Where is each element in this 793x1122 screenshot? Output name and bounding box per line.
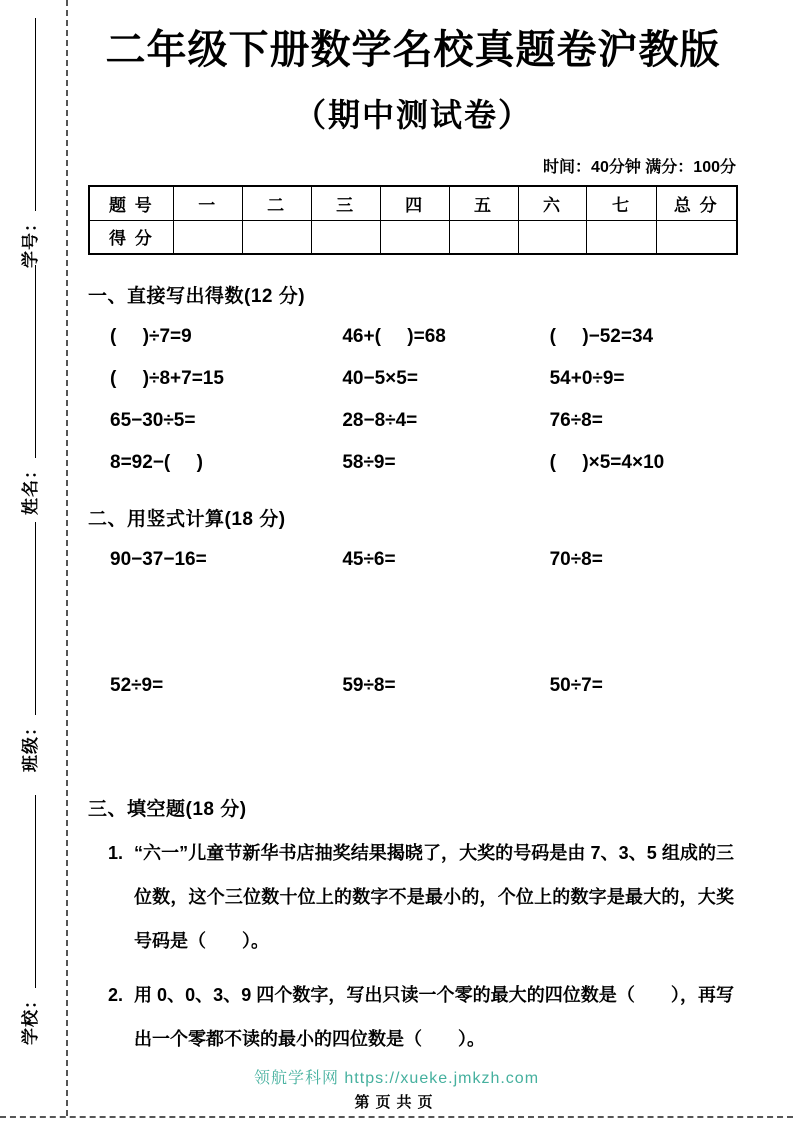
fill-question-text: 用 0、0、3、9 四个数字，写出只读一个零的最大的四位数是（ ），再写出一个零都不读的最小的四位数是（ ）。 (134, 985, 734, 1049)
math-problem: 8=92−( ) (110, 452, 203, 473)
page-subtitle: （期中测试卷） (293, 97, 532, 133)
seal-line-bottom (0, 1116, 793, 1118)
math-problem: ( )÷8+7=15 (110, 368, 224, 389)
math-problem: 28−8÷4= (342, 410, 418, 431)
score-table-header-cell: 三 (311, 186, 380, 220)
fill-question-number: 1. (108, 843, 124, 863)
score-label-cell: 得 分 (89, 220, 173, 254)
score-blank-cell (380, 220, 449, 254)
school-label: 学校： (21, 991, 40, 1045)
class-field (16, 522, 41, 772)
section-one-heading: 一、直接写出得数(12 分) (88, 286, 306, 307)
footer-page-number: 第页共页 (354, 1094, 439, 1111)
student-number-writing-line (18, 18, 36, 211)
score-blank-cell (242, 220, 311, 254)
math-problem: 90−37−16= (110, 549, 207, 570)
student-name-writing-line (18, 265, 36, 458)
section-two-heading: 二、用竖式计算(18 分) (88, 509, 286, 530)
math-problem: 76÷8= (549, 410, 603, 431)
exam-time-score-info: 时间：40分钟 满分：100分 (543, 159, 736, 176)
score-table-header-cell: 六 (518, 186, 587, 220)
math-problem: 70÷8= (549, 549, 603, 570)
fill-question-2 (88, 973, 738, 1061)
section-three-heading: 三、填空题(18 分) (88, 799, 247, 820)
footer-site-link: 领航学科网 https://xueke.jmkzh.com (253, 1070, 540, 1087)
school-field (16, 795, 41, 1045)
score-blank-cell (656, 220, 737, 254)
score-row (89, 220, 737, 254)
score-table-header-cell: 七 (587, 186, 656, 220)
question-number-row (89, 186, 737, 220)
score-table-header-cell: 总 分 (656, 186, 737, 220)
class-writing-line (18, 522, 36, 715)
fill-question-number: 2. (108, 985, 124, 1005)
section-two-problems-row2 (88, 673, 738, 699)
math-problem: 52÷9= (110, 675, 164, 696)
class-label: 班级： (21, 718, 40, 772)
student-number-label: 学号： (21, 214, 40, 268)
fill-question-text: “六一”儿童节新华书店抽奖结果揭晓了，大奖的号码是由 7、3、5 组成的三位数，这个三位数十位上的数字不是最小的，个位上的数字是最大的，大奖号码是（ ）。 (134, 843, 734, 951)
score-table-header-cell: 二 (242, 186, 311, 220)
score-blank-cell (449, 220, 518, 254)
math-problem: 50÷7= (549, 675, 603, 696)
math-problem: 59÷8= (342, 675, 396, 696)
math-problem: 45÷6= (342, 549, 396, 570)
student-name-label: 姓名： (21, 461, 40, 515)
student-name-field (16, 265, 41, 515)
math-problem: ( )×5=4×10 (549, 452, 665, 473)
page-title: 二年级下册数学名校真题卷沪教版 (105, 28, 721, 72)
math-problem: 40−5×5= (342, 368, 418, 389)
math-problem: 58÷9= (342, 452, 396, 473)
math-problem: 65−30÷5= (110, 410, 196, 431)
score-table-header-cell: 题 号 (89, 186, 173, 220)
fill-question-1 (88, 831, 738, 963)
score-blank-cell (587, 220, 656, 254)
score-table-header-cell: 一 (173, 186, 242, 220)
exam-content (88, 0, 738, 1061)
school-writing-line (18, 795, 36, 988)
section-two-problems-row1 (88, 547, 738, 573)
score-blank-cell (518, 220, 587, 254)
score-blank-cell (173, 220, 242, 254)
student-number-field (16, 18, 41, 268)
score-table (88, 185, 738, 255)
score-blank-cell (311, 220, 380, 254)
section-one-problems (88, 324, 738, 476)
score-table-header-cell: 四 (380, 186, 449, 220)
math-problem: ( )÷7=9 (110, 326, 192, 347)
seal-line-vertical (66, 0, 68, 1116)
math-problem: 46+( )=68 (342, 326, 446, 347)
math-problem: ( )−52=34 (549, 326, 654, 347)
score-table-header-cell: 五 (449, 186, 518, 220)
math-problem: 54+0÷9= (549, 368, 625, 389)
